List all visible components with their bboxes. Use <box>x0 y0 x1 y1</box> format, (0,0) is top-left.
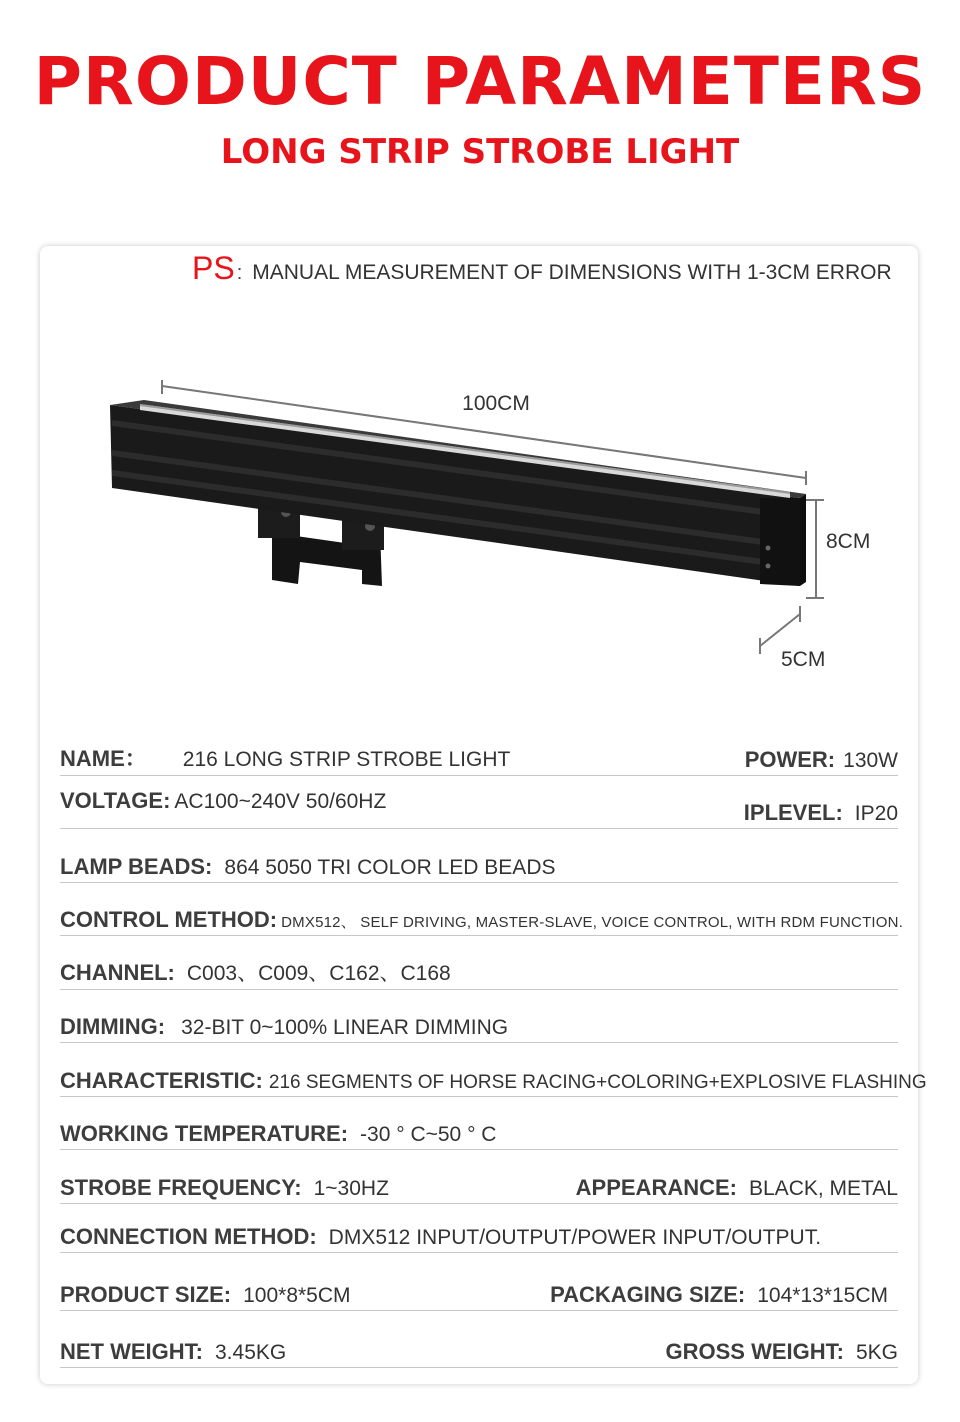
spec-value-appearance: BLACK, METAL <box>749 1176 898 1200</box>
spec-row-working-temperature <box>60 1097 898 1151</box>
spec-value-control-method: DMX512、 SELF DRIVING, MASTER-SLAVE, VOICE CONTROL, WITH RDM FUNCTION. <box>281 914 904 931</box>
height-label: 8CM <box>826 530 871 553</box>
page-title: PRODUCT PARAMETERS <box>33 43 927 120</box>
spec-row-control-method <box>60 883 904 937</box>
spec-label-characteristic: CHARACTERISTIC: <box>60 1067 263 1093</box>
spec-label-voltage: VOLTAGE: <box>60 787 171 813</box>
spec-label-channel: CHANNEL: <box>60 959 175 985</box>
measurement-note <box>192 250 912 290</box>
spec-row-lamp-beads <box>60 829 898 883</box>
spec-label-gross-weight: GROSS WEIGHT: <box>665 1338 844 1364</box>
spec-row-weight <box>60 1311 898 1368</box>
spec-label-iplevel: IPLEVEL: <box>743 800 843 825</box>
spec-label-product-size: PRODUCT SIZE: <box>60 1281 232 1307</box>
spec-row-connection-method <box>60 1204 898 1253</box>
spec-value-iplevel: IP20 <box>854 802 898 825</box>
spec-label-packaging-size: PACKAGING SIZE: <box>550 1281 746 1307</box>
spec-label-lamp-beads: LAMP BEADS: <box>60 853 213 879</box>
spec-label-strobe-frequency: STROBE FREQUENCY: <box>60 1174 302 1200</box>
spec-row-size <box>60 1253 898 1311</box>
spec-row-voltage <box>60 776 898 830</box>
depth-dimension-line <box>760 606 800 654</box>
spec-row-characteristic <box>60 1043 927 1097</box>
page-subtitle: LONG STRIP STROBE LIGHT <box>220 132 740 172</box>
spec-value-net-weight: 3.45KG <box>215 1340 287 1364</box>
spec-value-dimming: 32-BIT 0~100% LINEAR DIMMING <box>181 1016 509 1039</box>
length-label: 100CM <box>462 392 530 415</box>
spec-value-strobe-frequency: 1~30HZ <box>313 1176 389 1200</box>
spec-value-lamp-beads: 864 5050 TRI COLOR LED BEADS <box>224 855 556 879</box>
note-colon: : <box>236 262 243 284</box>
note-text: MANUAL MEASUREMENT OF DIMENSIONS WITH 1-3CM ERROR <box>252 261 892 284</box>
spec-label-net-weight: NET WEIGHT: <box>60 1338 203 1364</box>
spec-table <box>60 722 927 1368</box>
spec-row-strobe-frequency <box>60 1150 898 1204</box>
spec-label-working-temperature: WORKING TEMPERATURE: <box>60 1121 349 1146</box>
note-label: PS <box>192 250 235 286</box>
spec-value-characteristic: 216 SEGMENTS OF HORSE RACING+COLORING+EXPLOSIVE FLASHING <box>268 1071 927 1093</box>
spec-label-dimming: DIMMING: <box>60 1014 166 1039</box>
spec-row-dimming <box>60 990 898 1044</box>
spec-value-channel: C003、C009、C162、C168 <box>186 961 451 985</box>
spec-value-packaging-size: 104*13*15CM <box>757 1283 888 1307</box>
spec-value-gross-weight: 5KG <box>855 1340 898 1364</box>
spec-label-control-method: CONTROL METHOD: <box>60 907 278 932</box>
height-dimension-line <box>806 500 824 598</box>
spec-value-working-temperature: -30 ° C~50 ° C <box>360 1123 497 1146</box>
depth-label: 5CM <box>781 648 826 671</box>
spec-value-power: 130W <box>843 748 898 772</box>
spec-label-connection-method: CONNECTION METHOD: <box>60 1223 317 1249</box>
spec-row-channel <box>60 936 898 990</box>
product-image <box>100 370 900 690</box>
spec-label-name: NAME： <box>60 745 147 771</box>
spec-label-appearance: APPEARANCE: <box>575 1174 737 1200</box>
spec-value-product-size: 100*8*5CM <box>243 1283 351 1307</box>
spec-value-connection-method: DMX512 INPUT/OUTPUT/POWER INPUT/OUTPUT. <box>328 1225 822 1249</box>
spec-value-voltage: AC100~240V 50/60HZ <box>174 789 387 813</box>
spec-label-power: POWER: <box>744 746 836 772</box>
spec-value-name: 216 LONG STRIP STROBE LIGHT <box>182 747 511 771</box>
spec-row-name <box>60 722 898 776</box>
